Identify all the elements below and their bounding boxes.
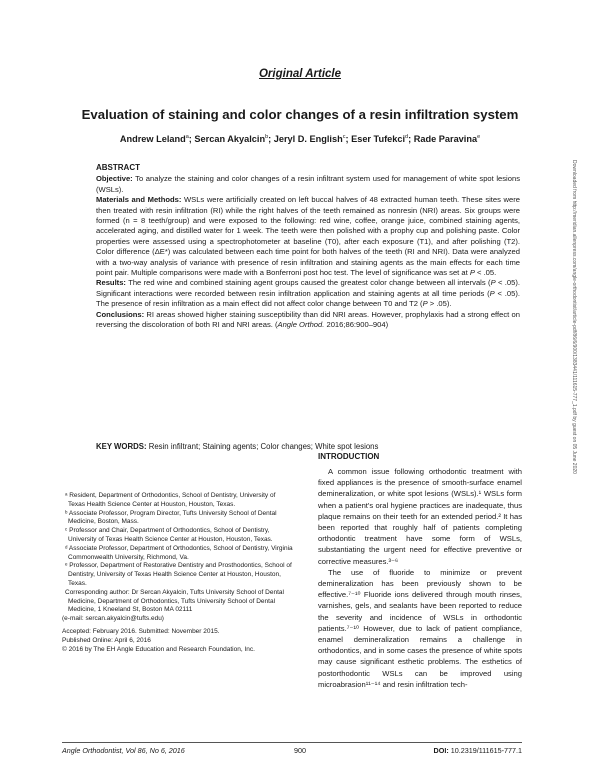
conclusions-label: Conclusions: (96, 309, 145, 319)
citation-details: 2016;86:900–904) (324, 320, 389, 330)
author-name: Andrew Leland (119, 134, 186, 145)
author-name: Rade Paravina (413, 134, 478, 145)
author-affiliation-mark: b (265, 134, 269, 140)
article-title: Evaluation of staining and color changes of a resin infiltration system (81, 107, 519, 122)
footer-divider (62, 742, 522, 743)
results-text-b: < .05). Significant interactions were recorded between resin infiltration application and staining agents at all time periods ( (96, 278, 520, 298)
footer-journal: Angle Orthodontist, Vol 86, No 6, 2016 (62, 746, 185, 755)
section-label: Original Article (258, 68, 341, 80)
results-text-d: > .05). (427, 299, 452, 309)
author-affiliation-mark: c (342, 134, 346, 140)
introduction-body (318, 466, 522, 690)
abstract-heading: ABSTRACT (96, 163, 140, 172)
author-separator: ; (188, 134, 195, 145)
footnote-affiliation: ᶜ Professor and Chair, Department of Orthodontics, School of Dentistry, University of Texas Health Science Center at Houston, Houston, Texas. (65, 527, 273, 543)
abstract-results (96, 278, 520, 309)
footnote-affiliation: ᵃ Resident, Department of Orthodontics, School of Dentistry, University of Texas Health Science Center at Houston, Houston, Texas. (65, 492, 276, 508)
author-affiliation-mark: e (477, 134, 481, 140)
download-notice: Downloaded from http://meridian.allenpress.com/angle-orthodontist/article-pdf/86/6/900/1383441/111615-777_1.pdf by guest on 05 June 2020 (571, 160, 577, 474)
copyright-notice: © 2016 by The EH Angle Education and Research Foundation, Inc. (62, 645, 255, 653)
p-value-symbol: P (469, 268, 475, 278)
methods-text: WSLs were artificially created on left buccal halves of 48 extracted human teeth. These sites were then treated with resin infiltration (RI) while the right halves of the teeth remained as nonresin (NRI) areas. Six groups were formed (n = 8 teeth/group) and were exposed to the following: red wine, coffee, orange juice, combined staining agents, accelerated aging, and distilled water for 1 week. The teeth were then polished with a prophy cup and polishing paste. Color properties were assessed using a spectrophotometer at baseline (T0), after each exposure (T1), and after polishing (T2). Color difference (ΔE*) was calculated between each time point for both halves of the teeth (RI and NRI). Data were analyzed with a two-way analysis of variance with presence of resin infiltration and staining agents as the main effects for each time point pair. Multiple comparisons were made with a Bonferroni post hoc test. The level of significance was set at (96, 195, 520, 278)
footnotes (62, 492, 294, 654)
results-text-a: The red wine and combined staining agent groups caused the greatest color change between all intervals ( (125, 278, 491, 288)
author-separator: ; (268, 134, 274, 145)
introduction-heading: INTRODUCTION (318, 452, 380, 461)
footnote-affiliation: ᵉ Professor, Department of Restorative Dentistry and Prosthodontics, School of Dentistry, University of Texas Health Science Center at Houston, Houston, Texas. (65, 562, 292, 587)
author-affiliation-mark: d (405, 134, 409, 140)
keywords (96, 442, 520, 451)
objective-label: Objective: (96, 174, 133, 184)
author-name: Sercan Akyalcin (194, 134, 266, 145)
history-published: Published Online: April 6, 2016 (62, 636, 151, 644)
footnote-affiliation: ᵈ Associate Professor, Department of Orthodontics, School of Dentistry, Virginia Commonwealth University, Richmond, Va. (65, 544, 293, 561)
introduction-paragraph: The use of fluoride to minimize or prevent demineralization has been previously shown to be effective.⁷⁻¹⁰ Fluoride ions delivered through mouth rinses, varnishes, gels, and sealants have been reported to reduce the severity and incidence of WSLs in orthodontic patients.⁷⁻¹⁰ However, due to lack of patient compliance, enamel demineralization remains a challenge in orthodontics, and in some cases the presence of white spots may cause significant esthetic problems. The esthetics of postorthodontic WSLs can be improved using microabrasion¹¹⁻¹⁴ and resin infiltration tech- (318, 567, 522, 689)
author-list (0, 134, 600, 144)
methods-end: < .05. (474, 268, 497, 278)
footnote-affiliation: ᵇ Associate Professor, Program Director, Tufts University School of Dental Medicine, Boston, Mass. (65, 509, 277, 526)
abstract-methods (96, 195, 520, 278)
doi-value: 10.2319/111615-777.1 (448, 746, 522, 755)
correspondence-text: Corresponding author: Dr Sercan Akyalcin, Tufts University School of Dental Medicine, Department of Orthodontics, Tufts University School of Dental Medicine, 1 Kneeland St, Boston MA 02111 (65, 588, 284, 614)
author-name: Eser Tufekci (351, 134, 406, 145)
abstract (96, 163, 520, 331)
author-name: Jeryl D. English (273, 134, 343, 145)
abstract-conclusions (96, 310, 520, 331)
history-accepted: Accepted: February 2016. Submitted: November 2015. (62, 627, 220, 635)
footer-doi (434, 746, 522, 755)
objective-text: To analyze the staining and color changes of a resin infiltrant system used for management of white spot lesions (WSLs). (96, 174, 520, 194)
keywords-label: KEY WORDS: (96, 442, 147, 451)
author-separator: ; (345, 134, 352, 145)
author-separator: ; (408, 134, 414, 145)
citation-journal: Angle Orthod. (277, 320, 325, 330)
p-value-symbol: P (422, 299, 428, 309)
results-text-c: < .05). The presence of resin infiltration as a main effect did not affect color change between T0 and T2 ( (96, 288, 520, 309)
doi-label: DOI: (433, 746, 449, 755)
conclusions-text: RI areas showed higher staining susceptibility than did NRI areas. However, prophylaxis had a strong effect on reversing the discoloration of both RI and NRI areas. ( (96, 309, 520, 330)
introduction-paragraph: A common issue following orthodontic treatment with fixed appliances is the presence of smooth-surface enamel demineralization, or white spot lesions (WSLs).¹ WSLs form when a patient's oral hygiene practices are inadequate, thus plaque remains on their teeth for an extended period.² It has been reported that roughly half of patients completing orthodontic treatment have some form of WSLs, substantiating the urgent need for effective preventive or corrective measures.³⁻⁶ (318, 467, 522, 566)
page-number: 900 (294, 746, 306, 755)
p-value-symbol: P (489, 288, 495, 298)
author-affiliation-mark: a (185, 134, 189, 140)
methods-label: Materials and Methods: (96, 195, 182, 205)
results-label: Results: (96, 278, 126, 288)
abstract-objective (96, 174, 520, 195)
correspondence-email: (e-mail: sercan.akyalcin@tufts.edu) (62, 615, 164, 623)
keywords-text: Resin infiltrant; Staining agents; Color changes; White spot lesions (146, 442, 379, 451)
p-value-symbol: P (490, 278, 496, 288)
download-watermark (571, 160, 579, 570)
